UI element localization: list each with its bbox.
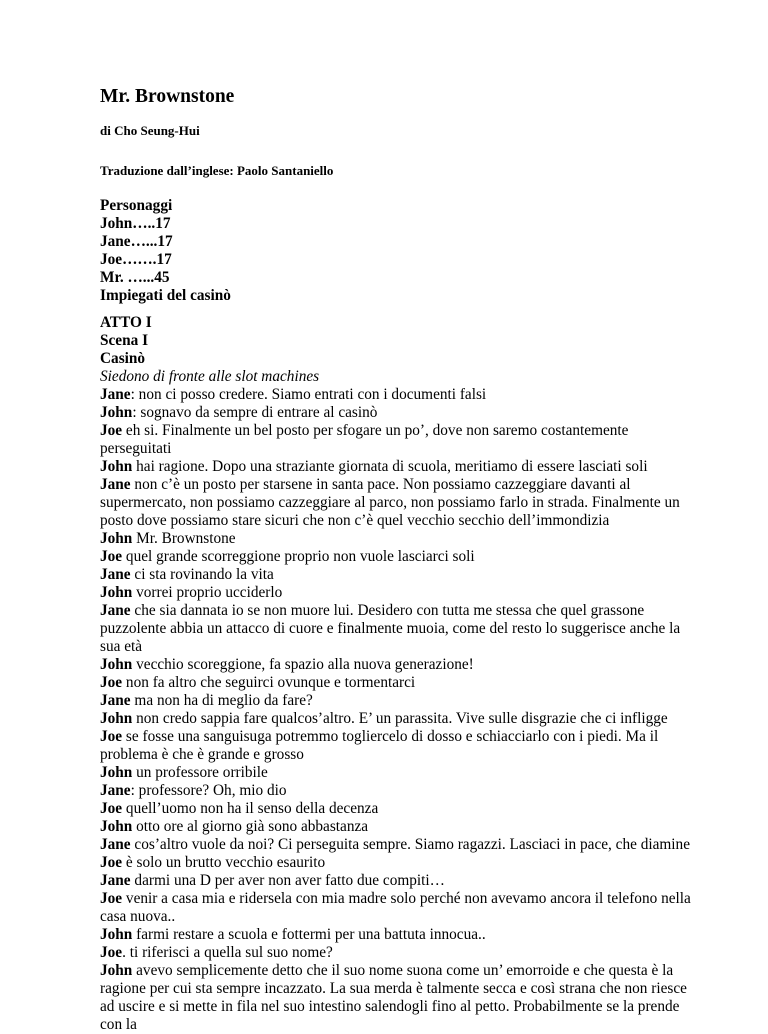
- dialogue-line: [100, 926, 700, 944]
- dialogue-line: [100, 764, 700, 782]
- line-text: se fosse una sanguisuga potremmo togliercelo di dosso e schiacciarlo con i piedi. Ma il problema è che è grande e grosso: [100, 728, 659, 763]
- stage-direction: Siedono di fronte alle slot machines: [100, 368, 320, 385]
- dialogue-line: [100, 836, 700, 854]
- line-text: eh si. Finalmente un bel posto per sfogare un po’, dove non saremo costantemente perseguitati: [100, 422, 629, 457]
- speaker-name: John: [100, 404, 133, 421]
- line-text: : professore? Oh, mio dio: [130, 782, 287, 799]
- dialogue-line: [100, 458, 700, 476]
- speaker-name: Joe: [100, 728, 123, 745]
- speaker-name: John: [100, 962, 133, 979]
- speaker-name: Joe: [100, 422, 123, 439]
- translator-line: Traduzione dall’inglese: Paolo Santaniello: [100, 163, 334, 178]
- line-text: otto ore al giorno già sono abbastanza: [132, 818, 369, 835]
- act-heading: ATTO I: [100, 314, 152, 331]
- line-text: non c’è un posto per starsene in santa pace. Non possiamo cazzeggiare davanti al supermercato, non possiamo cazzeggiare al parco, non possiamo farlo in strada. Finalmente un posto dove possiamo stare sicuri che non c’è quel vecchio secchio dell’immondizia: [100, 476, 680, 529]
- dialogue-line: [100, 800, 700, 818]
- dialogue-line: [100, 530, 700, 548]
- cast-entry-john: John…..17: [100, 215, 171, 232]
- line-text: quel grande scorreggione proprio non vuole lasciarci soli: [122, 548, 475, 565]
- line-text: vecchio scoreggione, fa spazio alla nuova generazione!: [132, 656, 474, 673]
- cast-entry-mr: Mr. …...45: [100, 269, 170, 286]
- line-text: vorrei proprio ucciderlo: [132, 584, 283, 601]
- line-text: non fa altro che seguirci ovunque e tormentarci: [122, 674, 416, 691]
- line-text: : sognavo da sempre di entrare al casinò: [132, 404, 378, 421]
- play-title: Mr. Brownstone: [100, 86, 235, 107]
- line-text: quell’uomo non ha il senso della decenza: [122, 800, 379, 817]
- line-text: venir a casa mia e ridersela con mia madre solo perché non avevamo ancora il telefono nella casa nuova..: [100, 890, 691, 925]
- dialogue-line: [100, 566, 700, 584]
- cast-entry-staff: Impiegati del casinò: [100, 287, 231, 304]
- cast-heading: Personaggi: [100, 197, 173, 214]
- speaker-name: Jane: [100, 386, 131, 403]
- setting-heading: Casinò: [100, 350, 146, 367]
- dialogue-line: [100, 944, 700, 962]
- dialogue-line: [100, 476, 700, 530]
- speaker-name: Jane: [100, 872, 131, 889]
- speaker-name: John: [100, 584, 133, 601]
- dialogue-line: [100, 872, 700, 890]
- dialogue-line: [100, 854, 700, 872]
- line-text: ma non ha di meglio da fare?: [130, 692, 313, 709]
- line-text: darmi una D per aver non aver fatto due compiti…: [130, 872, 445, 889]
- dialogue-line: [100, 728, 700, 764]
- dialogue-line: [100, 422, 700, 458]
- speaker-name: Jane: [100, 602, 131, 619]
- dialogue-line: [100, 548, 700, 566]
- line-text: è solo un brutto vecchio esaurito: [122, 854, 326, 871]
- cast-entry-joe: Joe…….17: [100, 251, 172, 268]
- line-text: farmi restare a scuola e fottermi per una battuta innocua..: [132, 926, 486, 943]
- speaker-name: John: [100, 926, 133, 943]
- cast-list: [100, 197, 231, 305]
- dialogue-line: [100, 818, 700, 836]
- speaker-name: John: [100, 458, 133, 475]
- speaker-name: Jane: [100, 692, 131, 709]
- speaker-name: Joe: [100, 674, 123, 691]
- line-text: hai ragione. Dopo una straziante giornata di scuola, meritiamo di essere lasciati soli: [132, 458, 648, 475]
- dialogue-line: [100, 962, 700, 1034]
- scene-heading: Scena I: [100, 332, 149, 349]
- dialogue-line: [100, 386, 700, 404]
- speaker-name: Jane: [100, 836, 131, 853]
- line-text: un professore orribile: [132, 764, 268, 781]
- speaker-name: John: [100, 764, 133, 781]
- cast-entry-jane: Jane…...17: [100, 233, 173, 250]
- line-text: che sia dannata io se non muore lui. Desidero con tutta me stessa che quel grassone puzzolente abbia un attacco di cuore e finalmente muoia, come del resto lo suggerisce anche la sua età: [100, 602, 681, 655]
- speaker-name: John: [100, 710, 133, 727]
- dialogue-line: [100, 692, 700, 710]
- speaker-name: Joe: [100, 548, 123, 565]
- speaker-name: John: [100, 530, 133, 547]
- speaker-name: Joe: [100, 800, 123, 817]
- dialogue: [100, 386, 700, 1034]
- dialogue-line: [100, 656, 700, 674]
- dialogue-line: [100, 710, 700, 728]
- dialogue-line: [100, 674, 700, 692]
- line-text: non credo sappia fare qualcos’altro. E’ un parassita. Vive sulle disgrazie che ci infligge: [132, 710, 668, 727]
- author-line: di Cho Seung-Hui: [100, 123, 200, 138]
- line-text: . ti riferisci a quella sul suo nome?: [122, 944, 333, 961]
- line-text: : non ci posso credere. Siamo entrati con i documenti falsi: [130, 386, 487, 403]
- dialogue-line: [100, 602, 700, 656]
- line-text: Mr. Brownstone: [132, 530, 236, 547]
- speaker-name: Jane: [100, 476, 131, 493]
- line-text: ci sta rovinando la vita: [130, 566, 274, 583]
- speaker-name: Jane: [100, 566, 131, 583]
- speaker-name: Joe: [100, 944, 123, 961]
- speaker-name: Joe: [100, 854, 123, 871]
- speaker-name: Jane: [100, 782, 131, 799]
- line-text: cos’altro vuole da noi? Ci perseguita sempre. Siamo ragazzi. Lasciaci in pace, che diamine: [130, 836, 690, 853]
- dialogue-line: [100, 584, 700, 602]
- speaker-name: John: [100, 818, 133, 835]
- dialogue-line: [100, 782, 700, 800]
- speaker-name: John: [100, 656, 133, 673]
- dialogue-line: [100, 890, 700, 926]
- dialogue-line: [100, 404, 700, 422]
- speaker-name: Joe: [100, 890, 123, 907]
- line-text: avevo semplicemente detto che il suo nome suona come un’ emorroide e che questa è la ragione per cui sta sempre incazzato. La sua merda è talmente secca e così strana che non riesce ad uscire e si mette in fila nel suo intestino salendogli fino al petto. Probabilmente se la prende con la: [100, 962, 687, 1033]
- scene-headings: [100, 314, 152, 368]
